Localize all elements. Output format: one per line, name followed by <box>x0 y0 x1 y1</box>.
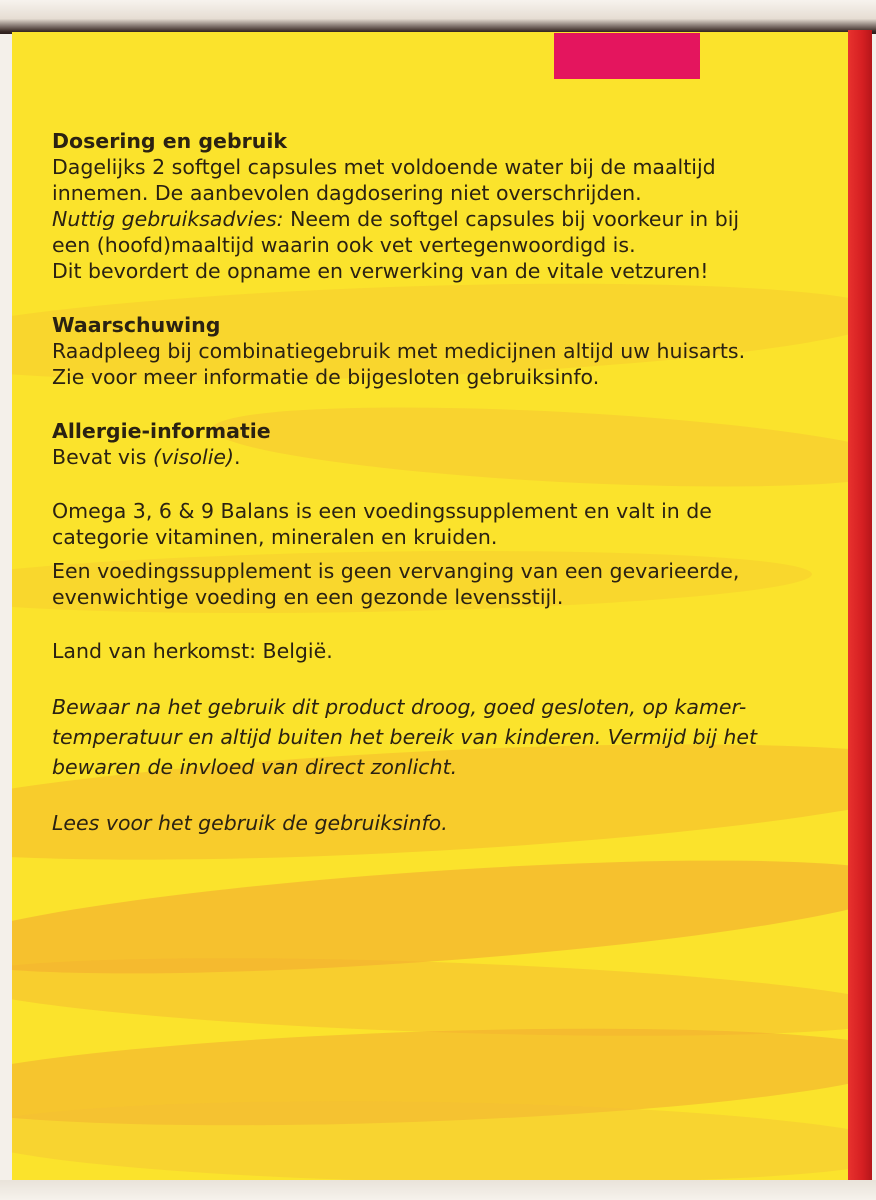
dosering-line: een (hoofd)maaltijd waarin ook vet vertegenwoordigd is. <box>52 233 636 257</box>
bewaren-section <box>52 692 812 782</box>
supplement-line: Omega 3, 6 & 9 Balans is een voedingssupplement en valt in de <box>52 499 712 523</box>
pink-color-tab <box>554 33 700 79</box>
dosering-heading: Dosering en gebruik <box>52 129 287 153</box>
waarschuwing-heading: Waarschuwing <box>52 313 221 337</box>
supplement-line: evenwichtige voeding en een gezonde levensstijl. <box>52 585 564 609</box>
herkomst-text: Land van herkomst: België. <box>52 639 333 663</box>
dosering-line: innemen. De aanbevolen dagdosering niet overschrijden. <box>52 181 642 205</box>
bewaren-line: Bewaar na het gebruik dit product droog, goed gesloten, op kamer- <box>52 695 747 719</box>
box-red-side-edge <box>848 30 872 1180</box>
background-streak <box>12 945 850 1048</box>
dosering-section <box>52 128 812 284</box>
bewaren-line: temperatuur en altijd buiten het bereik van kinderen. Vermijd bij het <box>52 725 758 749</box>
lees-text: Lees voor het gebruik de gebruiksinfo. <box>52 811 448 835</box>
box-top-flap <box>0 0 876 34</box>
background-streak <box>12 1015 850 1140</box>
waarschuwing-section <box>52 312 812 390</box>
allergie-text-end: . <box>234 445 241 469</box>
dosering-line: Dagelijks 2 softgel capsules met voldoende water bij de maaltijd <box>52 155 716 179</box>
supplement-line: categorie vitaminen, mineralen en kruiden. <box>52 525 498 549</box>
waarschuwing-line: Raadpleeg bij combinatiegebruik met medicijnen altijd uw huisarts. <box>52 339 746 363</box>
allergie-text-line <box>52 444 812 470</box>
bewaren-line: bewaren de invloed van direct zonlicht. <box>52 755 458 779</box>
supplement-section <box>52 498 812 610</box>
waarschuwing-line: Zie voor meer informatie de bijgesloten gebruiksinfo. <box>52 365 600 389</box>
allergie-text: Bevat vis <box>52 445 153 469</box>
dosering-line: Dit bevordert de opname en verwerking van de vitale vetzuren! <box>52 259 709 283</box>
background-streak <box>12 838 850 996</box>
dosering-advice-line <box>52 206 812 232</box>
background-streak <box>12 1094 850 1182</box>
label-text <box>52 128 812 836</box>
supplement-line: Een voedingssupplement is geen vervanging van een gevarieerde, <box>52 559 740 583</box>
allergie-heading: Allergie-informatie <box>52 419 271 443</box>
allergie-text-italic: (visolie) <box>152 445 235 469</box>
box-bottom-edge <box>0 1180 876 1200</box>
allergie-section <box>52 418 812 470</box>
advice-label: Nuttig gebruiksadvies: <box>52 207 284 231</box>
advice-text: Neem de softgel capsules bij voorkeur in bij <box>283 207 740 231</box>
